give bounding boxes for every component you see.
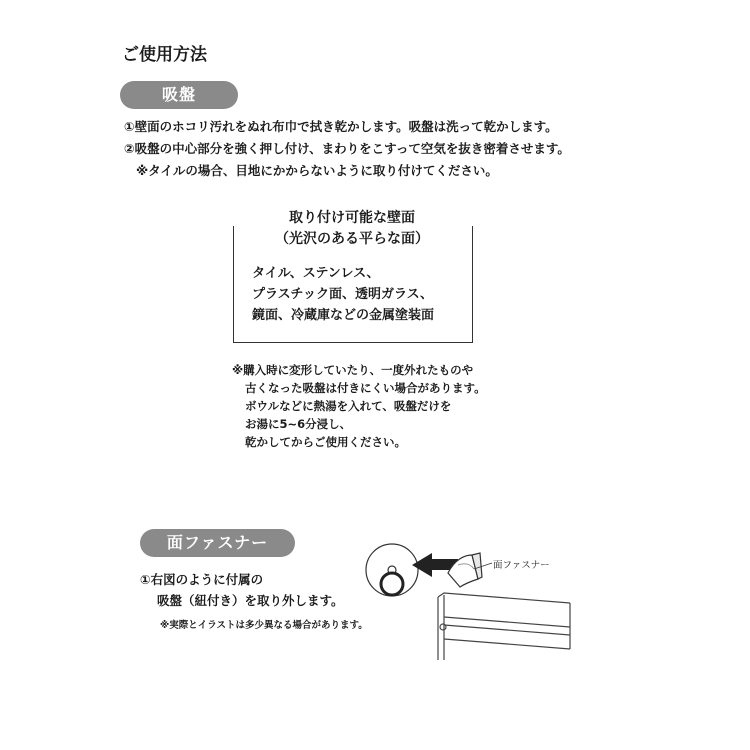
suction-cup-icon xyxy=(366,544,418,596)
step-2-text: ②吸盤の中心部分を強く押し付け、まわりをこすって空気を抜き密着させます。 xyxy=(124,141,570,156)
note-line: 乾かしてからご使用ください。 xyxy=(245,435,406,449)
box-title-line1: 取り付け可能な壁面 xyxy=(289,210,415,226)
surface-item: タイル、ステンレス、 xyxy=(252,266,380,281)
note-line: お湯に5~6分浸し、 xyxy=(245,417,352,431)
illustration-label: 面ファスナー xyxy=(493,560,550,571)
step-1-continued-text: 吸盤（紐付き）を取り外します。 xyxy=(157,593,344,608)
disclaimer-text: ※実際とイラストは多少異なる場合があります。 xyxy=(160,620,368,631)
step-1-text: ①壁面のホコリ汚れをぬれ布巾で拭き乾かします。吸盤は洗って乾かします。 xyxy=(124,119,558,134)
surface-item: プラスチック面、透明ガラス、 xyxy=(252,287,433,302)
box-title-line2: （光沢のある平らな面） xyxy=(275,231,429,247)
note-line: ボウルなどに熱湯を入れて、吸盤だけを xyxy=(245,399,452,413)
wall-pocket-icon xyxy=(438,593,570,660)
tile-note-text: ※タイルの場合、目地にかからないように取り付けてください。 xyxy=(136,163,498,178)
note-line: 古くなった吸盤は付きにくい場合があります。 xyxy=(245,381,486,395)
surface-item: 鏡面、冷蔵庫などの金属塗装面 xyxy=(252,308,435,323)
page-title: ご使用方法 xyxy=(122,45,207,65)
hook-and-loop-strip-icon xyxy=(448,553,482,587)
illustration xyxy=(360,535,590,665)
step-1-text: ①右図のように付属の xyxy=(140,572,264,587)
note-line: ※購入時に変形していたり、一度外れたものや xyxy=(232,363,474,377)
hook-and-loop-section-label: 面ファスナー xyxy=(140,529,295,557)
suction-cup-section-label: 吸盤 xyxy=(120,81,238,109)
